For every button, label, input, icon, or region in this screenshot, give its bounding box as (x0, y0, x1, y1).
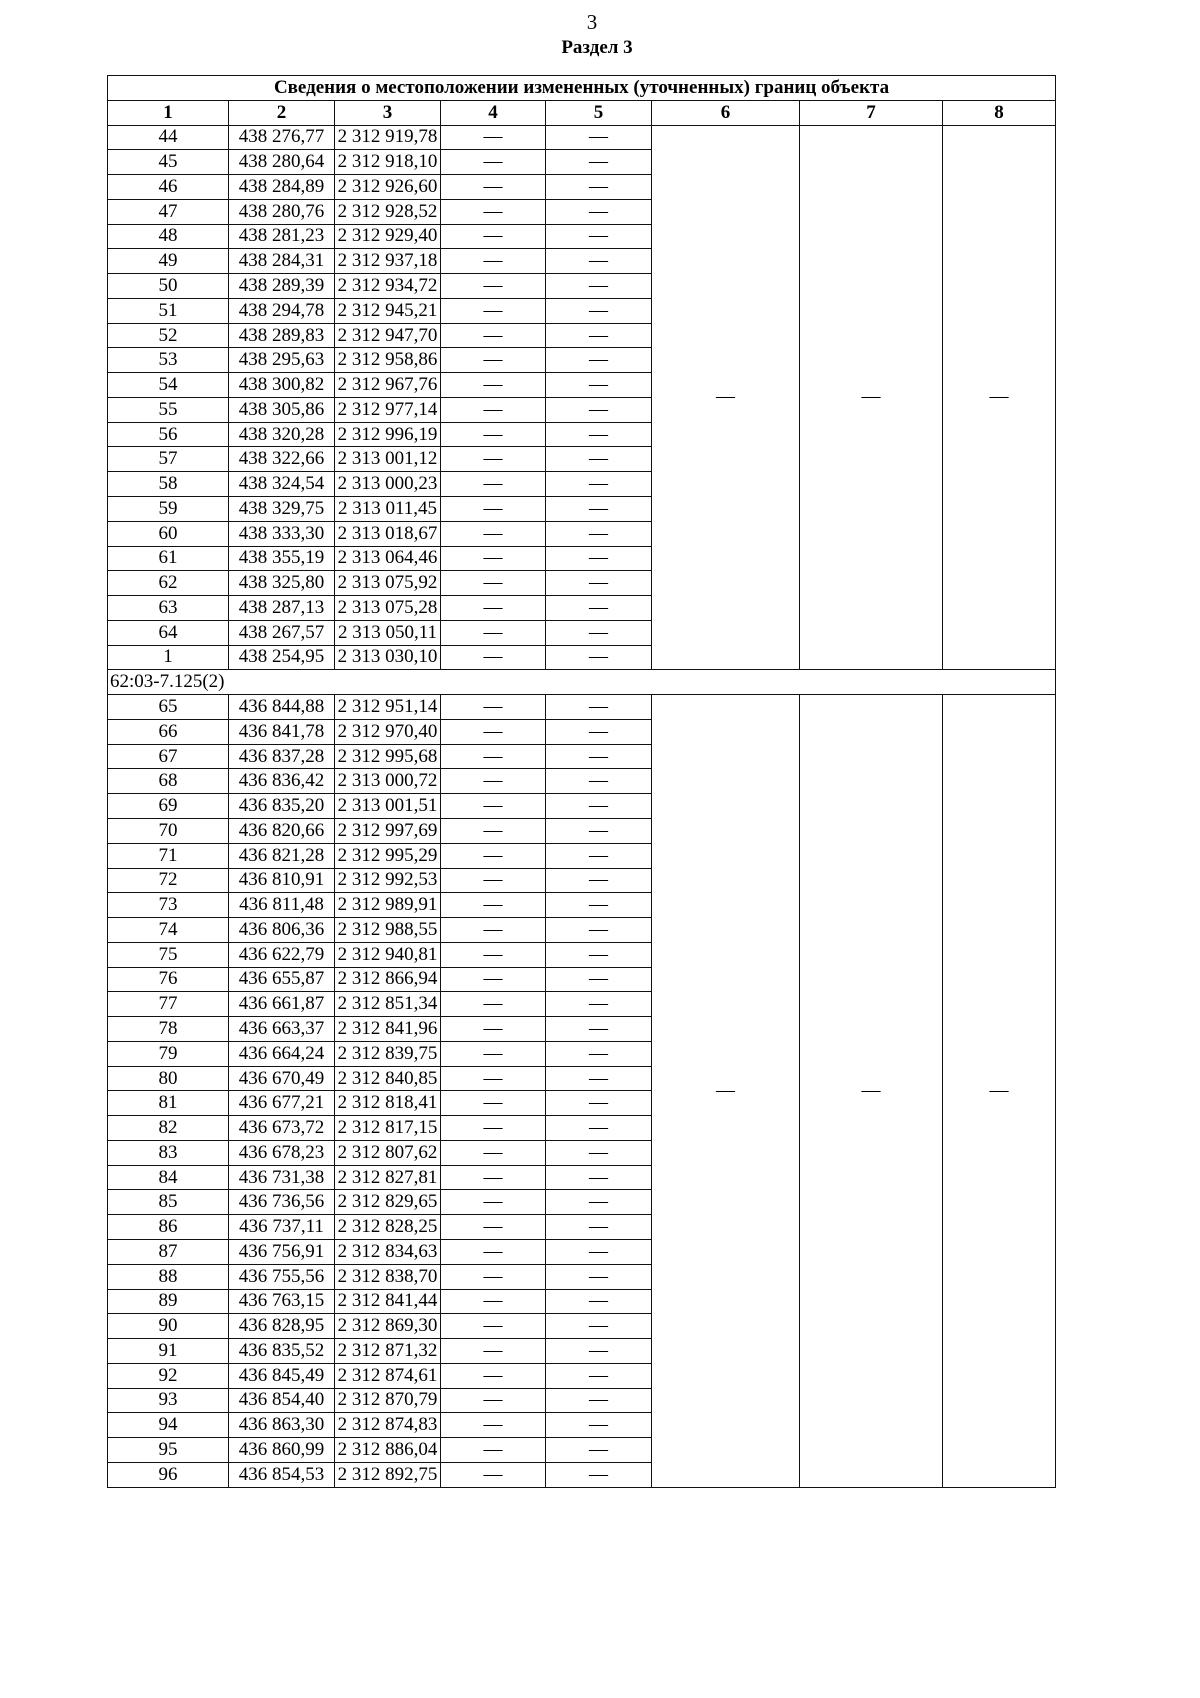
coordinate-x-cell: 438 320,28 (229, 422, 335, 447)
col4-value-cell: — (441, 1017, 546, 1042)
coordinate-y-cell: 2 312 945,21 (335, 298, 441, 323)
table-row (108, 125, 1056, 150)
coordinate-y-cell: 2 312 828,25 (335, 1215, 441, 1240)
point-label-cell: 48 (108, 224, 229, 249)
point-label-cell: 45 (108, 150, 229, 175)
col5-value-cell: — (546, 1314, 652, 1339)
col4-value-cell: — (441, 1215, 546, 1240)
col5-value-cell: — (546, 472, 652, 497)
coordinate-x-cell: 436 836,42 (229, 769, 335, 794)
col5-value-cell: — (546, 620, 652, 645)
col4-value-cell: — (441, 1140, 546, 1165)
boundary-coordinates-table (107, 75, 1056, 1488)
col4-value-cell: — (441, 620, 546, 645)
section-title: Раздел 3 (561, 37, 633, 58)
point-label-cell: 74 (108, 918, 229, 943)
point-label-cell: 58 (108, 472, 229, 497)
coordinate-y-cell: 2 312 947,70 (335, 323, 441, 348)
col5-value-cell: — (546, 719, 652, 744)
col4-value-cell: — (441, 818, 546, 843)
col4-value-cell: — (441, 150, 546, 175)
col4-value-cell: — (441, 447, 546, 472)
point-label-cell: 63 (108, 596, 229, 621)
col4-value-cell: — (441, 298, 546, 323)
col4-value-cell: — (441, 967, 546, 992)
coordinate-x-cell: 438 295,63 (229, 348, 335, 373)
coordinate-x-cell: 436 854,40 (229, 1388, 335, 1413)
point-label-cell: 79 (108, 1041, 229, 1066)
coordinate-x-cell: 436 673,72 (229, 1116, 335, 1141)
coordinate-x-cell: 438 289,39 (229, 274, 335, 299)
col5-value-cell: — (546, 1438, 652, 1463)
coordinate-y-cell: 2 313 001,12 (335, 447, 441, 472)
point-label-cell: 68 (108, 769, 229, 794)
point-label-cell: 61 (108, 546, 229, 571)
point-label-cell: 60 (108, 521, 229, 546)
coordinate-y-cell: 2 312 937,18 (335, 249, 441, 274)
col4-value-cell: — (441, 1438, 546, 1463)
coordinate-y-cell: 2 312 834,63 (335, 1239, 441, 1264)
point-label-cell: 94 (108, 1413, 229, 1438)
point-label-cell: 86 (108, 1215, 229, 1240)
coordinate-y-cell: 2 312 928,52 (335, 199, 441, 224)
col5-value-cell: — (546, 373, 652, 398)
coordinate-y-cell: 2 313 011,45 (335, 497, 441, 522)
coordinate-x-cell: 436 811,48 (229, 893, 335, 918)
point-label-cell: 92 (108, 1363, 229, 1388)
section-label-row (108, 670, 1056, 695)
coordinate-y-cell: 2 312 827,81 (335, 1165, 441, 1190)
coordinate-x-cell: 436 844,88 (229, 695, 335, 720)
col5-value-cell: — (546, 1239, 652, 1264)
coordinate-x-cell: 436 678,23 (229, 1140, 335, 1165)
col5-value-cell: — (546, 1091, 652, 1116)
coordinate-x-cell: 438 254,95 (229, 645, 335, 670)
point-label-cell: 50 (108, 274, 229, 299)
point-label-cell: 44 (108, 125, 229, 150)
coordinate-x-cell: 436 670,49 (229, 1066, 335, 1091)
column-header-4: 4 (441, 100, 546, 125)
col4-value-cell: — (441, 125, 546, 150)
col5-value-cell: — (546, 1116, 652, 1141)
coordinate-y-cell: 2 312 929,40 (335, 224, 441, 249)
col5-value-cell: — (546, 596, 652, 621)
col5-value-cell: — (546, 447, 652, 472)
coordinate-x-cell: 438 287,13 (229, 596, 335, 621)
coordinate-y-cell: 2 312 988,55 (335, 918, 441, 943)
coordinate-x-cell: 436 763,15 (229, 1289, 335, 1314)
page-number: 3 (586, 10, 598, 34)
col5-value-cell: — (546, 298, 652, 323)
coordinate-y-cell: 2 312 866,94 (335, 967, 441, 992)
point-label-cell: 72 (108, 868, 229, 893)
col5-value-cell: — (546, 1289, 652, 1314)
col4-value-cell: — (441, 868, 546, 893)
col4-value-cell: — (441, 373, 546, 398)
point-label-cell: 83 (108, 1140, 229, 1165)
col5-value-cell: — (546, 224, 652, 249)
col5-value-cell: — (546, 769, 652, 794)
col5-value-cell: — (546, 992, 652, 1017)
coordinate-x-cell: 436 821,28 (229, 843, 335, 868)
col5-value-cell: — (546, 348, 652, 373)
coordinate-x-cell: 436 863,30 (229, 1413, 335, 1438)
col4-value-cell: — (441, 175, 546, 200)
col4-value-cell: — (441, 1116, 546, 1141)
coordinate-y-cell: 2 312 829,65 (335, 1190, 441, 1215)
coordinate-x-cell: 438 284,89 (229, 175, 335, 200)
coordinate-x-cell: 436 756,91 (229, 1239, 335, 1264)
coordinate-y-cell: 2 312 989,91 (335, 893, 441, 918)
point-label-cell: 96 (108, 1462, 229, 1487)
point-label-cell: 80 (108, 1066, 229, 1091)
coordinate-x-cell: 436 860,99 (229, 1438, 335, 1463)
coordinate-y-cell: 2 312 892,75 (335, 1462, 441, 1487)
col5-value-cell: — (546, 794, 652, 819)
coordinate-y-cell: 2 312 886,04 (335, 1438, 441, 1463)
coordinate-x-cell: 436 755,56 (229, 1264, 335, 1289)
coordinate-x-cell: 436 835,20 (229, 794, 335, 819)
col5-value-cell: — (546, 1462, 652, 1487)
coordinate-x-cell: 436 731,38 (229, 1165, 335, 1190)
col5-value-cell: — (546, 1066, 652, 1091)
column-header-8: 8 (943, 100, 1056, 125)
coordinate-x-cell: 436 655,87 (229, 967, 335, 992)
coordinate-y-cell: 2 312 869,30 (335, 1314, 441, 1339)
coordinate-x-cell: 436 854,53 (229, 1462, 335, 1487)
coordinate-y-cell: 2 312 839,75 (335, 1041, 441, 1066)
coordinate-y-cell: 2 312 919,78 (335, 125, 441, 150)
col4-value-cell: — (441, 472, 546, 497)
col5-value-cell: — (546, 125, 652, 150)
coordinate-y-cell: 2 313 075,28 (335, 596, 441, 621)
col4-value-cell: — (441, 1339, 546, 1364)
point-label-cell: 82 (108, 1116, 229, 1141)
coordinate-x-cell: 436 810,91 (229, 868, 335, 893)
col4-value-cell: — (441, 1190, 546, 1215)
coordinate-x-cell: 436 663,37 (229, 1017, 335, 1042)
coordinate-y-cell: 2 312 970,40 (335, 719, 441, 744)
table-row (108, 695, 1056, 720)
point-label-cell: 49 (108, 249, 229, 274)
col5-value-cell: — (546, 1215, 652, 1240)
col4-value-cell: — (441, 1314, 546, 1339)
coordinate-y-cell: 2 312 818,41 (335, 1091, 441, 1116)
col4-value-cell: — (441, 521, 546, 546)
point-label-cell: 95 (108, 1438, 229, 1463)
col5-value-cell: — (546, 249, 652, 274)
coordinate-x-cell: 436 837,28 (229, 744, 335, 769)
merged-col8-cell: — (943, 125, 1056, 670)
col5-value-cell: — (546, 175, 652, 200)
coordinate-x-cell: 438 267,57 (229, 620, 335, 645)
col5-value-cell: — (546, 942, 652, 967)
coordinate-x-cell: 438 355,19 (229, 546, 335, 571)
coordinate-x-cell: 436 845,49 (229, 1363, 335, 1388)
coordinate-x-cell: 438 289,83 (229, 323, 335, 348)
coordinate-x-cell: 438 324,54 (229, 472, 335, 497)
col5-value-cell: — (546, 918, 652, 943)
point-label-cell: 62 (108, 571, 229, 596)
col5-value-cell: — (546, 571, 652, 596)
col4-value-cell: — (441, 719, 546, 744)
coordinate-y-cell: 2 312 874,61 (335, 1363, 441, 1388)
point-label-cell: 93 (108, 1388, 229, 1413)
col5-value-cell: — (546, 1165, 652, 1190)
section-label: 62:03-7.125(2) (108, 670, 1056, 695)
col5-value-cell: — (546, 1413, 652, 1438)
col5-value-cell: — (546, 1041, 652, 1066)
column-header-1: 1 (108, 100, 229, 125)
coordinate-y-cell: 2 313 064,46 (335, 546, 441, 571)
coordinate-y-cell: 2 312 967,76 (335, 373, 441, 398)
coordinate-y-cell: 2 312 807,62 (335, 1140, 441, 1165)
coordinate-y-cell: 2 313 000,72 (335, 769, 441, 794)
coordinate-y-cell: 2 313 075,92 (335, 571, 441, 596)
col5-value-cell: — (546, 868, 652, 893)
col4-value-cell: — (441, 1388, 546, 1413)
col4-value-cell: — (441, 546, 546, 571)
column-header-5: 5 (546, 100, 652, 125)
col4-value-cell: — (441, 596, 546, 621)
coordinate-y-cell: 2 312 977,14 (335, 397, 441, 422)
point-label-cell: 55 (108, 397, 229, 422)
coordinate-x-cell: 438 276,77 (229, 125, 335, 150)
point-label-cell: 70 (108, 818, 229, 843)
col4-value-cell: — (441, 843, 546, 868)
col5-value-cell: — (546, 274, 652, 299)
point-label-cell: 77 (108, 992, 229, 1017)
coordinate-x-cell: 438 284,31 (229, 249, 335, 274)
column-header-7: 7 (800, 100, 943, 125)
point-label-cell: 71 (108, 843, 229, 868)
col4-value-cell: — (441, 1041, 546, 1066)
point-label-cell: 78 (108, 1017, 229, 1042)
column-header-row (108, 100, 1056, 125)
point-label-cell: 67 (108, 744, 229, 769)
col4-value-cell: — (441, 893, 546, 918)
point-label-cell: 81 (108, 1091, 229, 1116)
coordinate-y-cell: 2 313 000,23 (335, 472, 441, 497)
coordinate-y-cell: 2 312 995,68 (335, 744, 441, 769)
coordinate-y-cell: 2 312 841,96 (335, 1017, 441, 1042)
coordinate-y-cell: 2 312 934,72 (335, 274, 441, 299)
coordinate-y-cell: 2 313 030,10 (335, 645, 441, 670)
col4-value-cell: — (441, 794, 546, 819)
merged-col8-cell: — (943, 695, 1056, 1488)
col5-value-cell: — (546, 744, 652, 769)
coordinate-y-cell: 2 312 874,83 (335, 1413, 441, 1438)
point-label-cell: 90 (108, 1314, 229, 1339)
col4-value-cell: — (441, 199, 546, 224)
coordinate-x-cell: 438 280,76 (229, 199, 335, 224)
col5-value-cell: — (546, 1388, 652, 1413)
coordinate-x-cell: 438 280,64 (229, 150, 335, 175)
col4-value-cell: — (441, 1289, 546, 1314)
coordinate-x-cell: 438 294,78 (229, 298, 335, 323)
col5-value-cell: — (546, 1017, 652, 1042)
col4-value-cell: — (441, 571, 546, 596)
merged-col7-cell: — (800, 125, 943, 670)
coordinate-y-cell: 2 312 997,69 (335, 818, 441, 843)
point-label-cell: 53 (108, 348, 229, 373)
point-label-cell: 88 (108, 1264, 229, 1289)
coordinate-y-cell: 2 312 871,32 (335, 1339, 441, 1364)
point-label-cell: 46 (108, 175, 229, 200)
col5-value-cell: — (546, 497, 652, 522)
col5-value-cell: — (546, 818, 652, 843)
point-label-cell: 91 (108, 1339, 229, 1364)
point-label-cell: 56 (108, 422, 229, 447)
col5-value-cell: — (546, 1140, 652, 1165)
coordinate-y-cell: 2 313 001,51 (335, 794, 441, 819)
point-label-cell: 51 (108, 298, 229, 323)
point-label-cell: 66 (108, 719, 229, 744)
column-header-3: 3 (335, 100, 441, 125)
column-header-6: 6 (652, 100, 800, 125)
coordinate-x-cell: 438 325,80 (229, 571, 335, 596)
coordinate-x-cell: 438 300,82 (229, 373, 335, 398)
col4-value-cell: — (441, 1239, 546, 1264)
coordinate-y-cell: 2 313 050,11 (335, 620, 441, 645)
point-label-cell: 57 (108, 447, 229, 472)
coordinate-x-cell: 436 820,66 (229, 818, 335, 843)
col4-value-cell: — (441, 348, 546, 373)
coordinate-y-cell: 2 312 841,44 (335, 1289, 441, 1314)
table-body (108, 125, 1056, 1487)
coordinate-x-cell: 436 737,11 (229, 1215, 335, 1240)
coordinate-x-cell: 436 828,95 (229, 1314, 335, 1339)
col4-value-cell: — (441, 1462, 546, 1487)
col4-value-cell: — (441, 1066, 546, 1091)
coordinate-x-cell: 436 835,52 (229, 1339, 335, 1364)
coordinate-y-cell: 2 312 951,14 (335, 695, 441, 720)
coordinate-y-cell: 2 313 018,67 (335, 521, 441, 546)
coordinate-x-cell: 436 677,21 (229, 1091, 335, 1116)
point-label-cell: 47 (108, 199, 229, 224)
point-label-cell: 69 (108, 794, 229, 819)
coordinate-x-cell: 436 736,56 (229, 1190, 335, 1215)
point-label-cell: 73 (108, 893, 229, 918)
col4-value-cell: — (441, 274, 546, 299)
col4-value-cell: — (441, 645, 546, 670)
column-header-2: 2 (229, 100, 335, 125)
coordinate-y-cell: 2 312 840,85 (335, 1066, 441, 1091)
coordinate-x-cell: 436 806,36 (229, 918, 335, 943)
merged-col6-cell: — (652, 125, 800, 670)
col4-value-cell: — (441, 992, 546, 1017)
point-label-cell: 54 (108, 373, 229, 398)
point-label-cell: 87 (108, 1239, 229, 1264)
point-label-cell: 89 (108, 1289, 229, 1314)
col4-value-cell: — (441, 497, 546, 522)
table-title-row (108, 76, 1056, 101)
point-label-cell: 64 (108, 620, 229, 645)
col5-value-cell: — (546, 893, 652, 918)
point-label-cell: 76 (108, 967, 229, 992)
col5-value-cell: — (546, 422, 652, 447)
coordinate-y-cell: 2 312 995,29 (335, 843, 441, 868)
coordinate-y-cell: 2 312 992,53 (335, 868, 441, 893)
coordinate-y-cell: 2 312 958,86 (335, 348, 441, 373)
coordinate-y-cell: 2 312 870,79 (335, 1388, 441, 1413)
col5-value-cell: — (546, 1190, 652, 1215)
col4-value-cell: — (441, 422, 546, 447)
coordinate-x-cell: 436 841,78 (229, 719, 335, 744)
col4-value-cell: — (441, 1363, 546, 1388)
col4-value-cell: — (441, 1165, 546, 1190)
col5-value-cell: — (546, 323, 652, 348)
col4-value-cell: — (441, 918, 546, 943)
point-label-cell: 85 (108, 1190, 229, 1215)
point-label-cell: 59 (108, 497, 229, 522)
coordinate-x-cell: 438 281,23 (229, 224, 335, 249)
col4-value-cell: — (441, 1091, 546, 1116)
col5-value-cell: — (546, 1339, 652, 1364)
col4-value-cell: — (441, 397, 546, 422)
col4-value-cell: — (441, 1264, 546, 1289)
coordinate-x-cell: 436 622,79 (229, 942, 335, 967)
col5-value-cell: — (546, 199, 652, 224)
coordinate-y-cell: 2 312 851,34 (335, 992, 441, 1017)
col4-value-cell: — (441, 744, 546, 769)
point-label-cell: 84 (108, 1165, 229, 1190)
coordinate-y-cell: 2 312 940,81 (335, 942, 441, 967)
col5-value-cell: — (546, 843, 652, 868)
col5-value-cell: — (546, 150, 652, 175)
coordinate-x-cell: 438 322,66 (229, 447, 335, 472)
coordinate-x-cell: 438 333,30 (229, 521, 335, 546)
col5-value-cell: — (546, 1363, 652, 1388)
coordinate-y-cell: 2 312 838,70 (335, 1264, 441, 1289)
col4-value-cell: — (441, 942, 546, 967)
col5-value-cell: — (546, 967, 652, 992)
col5-value-cell: — (546, 546, 652, 571)
table-title: Сведения о местоположении измененных (уточненных) границ объекта (108, 76, 1056, 101)
col4-value-cell: — (441, 1413, 546, 1438)
coordinate-x-cell: 436 664,24 (229, 1041, 335, 1066)
coordinate-x-cell: 436 661,87 (229, 992, 335, 1017)
col4-value-cell: — (441, 323, 546, 348)
coordinate-y-cell: 2 312 926,60 (335, 175, 441, 200)
point-label-cell: 52 (108, 323, 229, 348)
col4-value-cell: — (441, 695, 546, 720)
point-label-cell: 65 (108, 695, 229, 720)
coordinate-y-cell: 2 312 817,15 (335, 1116, 441, 1141)
merged-col7-cell: — (800, 695, 943, 1488)
coordinate-x-cell: 438 329,75 (229, 497, 335, 522)
col4-value-cell: — (441, 249, 546, 274)
coordinate-y-cell: 2 312 996,19 (335, 422, 441, 447)
merged-col6-cell: — (652, 695, 800, 1488)
col5-value-cell: — (546, 521, 652, 546)
point-label-cell: 1 (108, 645, 229, 670)
point-label-cell: 75 (108, 942, 229, 967)
coordinate-x-cell: 438 305,86 (229, 397, 335, 422)
col5-value-cell: — (546, 695, 652, 720)
col4-value-cell: — (441, 769, 546, 794)
col4-value-cell: — (441, 224, 546, 249)
col5-value-cell: — (546, 645, 652, 670)
coordinate-y-cell: 2 312 918,10 (335, 150, 441, 175)
col5-value-cell: — (546, 1264, 652, 1289)
col5-value-cell: — (546, 397, 652, 422)
